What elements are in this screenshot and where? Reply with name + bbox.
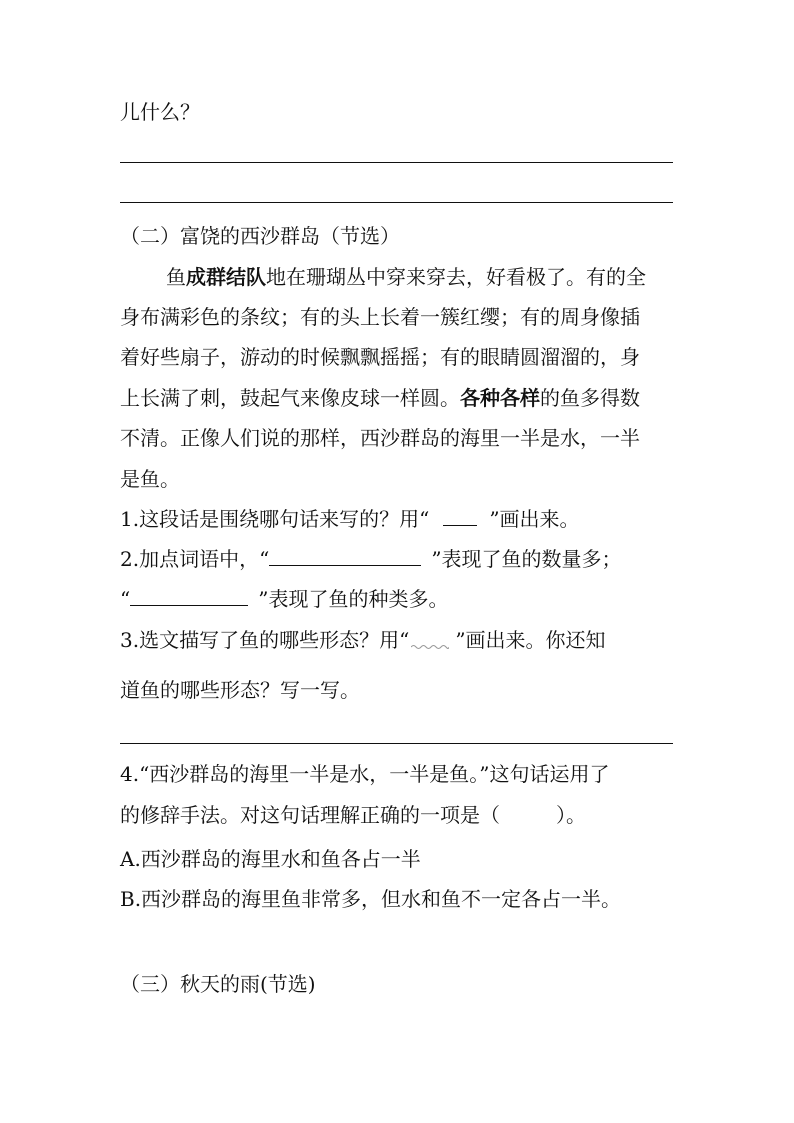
wavy-line-sample: [409, 627, 451, 647]
question-2-cont: “ ”表现了鱼的种类多。: [120, 587, 449, 611]
question-2: 2.加点词语中，“ ”表现了鱼的数量多；: [120, 547, 622, 571]
emphasized-phrase: 成群结队: [186, 265, 266, 289]
passage-line: 上长满了刺，鼓起气来像皮球一样圆。各种各样的鱼多得数: [120, 386, 640, 410]
question-4-cont: 的修辞手法。对这句话理解正确的一项是（ ）。: [120, 803, 586, 827]
option-a: A.西沙群岛的海里水和鱼各占一半: [120, 847, 421, 871]
answer-line[interactable]: [120, 162, 673, 163]
question-3: 3.选文描写了鱼的哪些形态？用“ ”画出来。你还知: [120, 628, 606, 652]
section-title: （二）富饶的西沙群岛（节选）: [120, 224, 400, 248]
emphasized-phrase: 各种各样: [460, 386, 540, 410]
question-3-cont: 道鱼的哪些形态？写一写。: [120, 678, 360, 702]
answer-line[interactable]: [120, 202, 673, 203]
section-title: （三）秋天的雨(节选): [120, 972, 316, 996]
fill-blank[interactable]: [269, 545, 421, 566]
question-1: 1.这段话是围绕哪句话来写的？用“ ”画出来。: [120, 507, 580, 531]
question-4: 4.“西沙群岛的海里一半是水，一半是鱼。”这句话运用了: [120, 762, 610, 786]
passage-line: 着好些扇子，游动的时候飘飘摇摇；有的眼睛圆溜溜的，身: [120, 345, 640, 369]
underline-sample: [443, 505, 477, 526]
passage-line: 鱼成群结队地在珊瑚丛中穿来穿去，好看极了。有的全: [166, 265, 646, 289]
answer-line[interactable]: [120, 743, 673, 744]
passage-line: 不清。正像人们说的那样，西沙群岛的海里一半是水，一半: [120, 426, 640, 450]
passage-line: 是鱼。: [120, 467, 180, 491]
passage-line: 身布满彩色的条纹；有的头上长着一簇红缨；有的周身像插: [120, 305, 640, 329]
fill-blank[interactable]: [130, 585, 248, 606]
option-b: B.西沙群岛的海里鱼非常多，但水和鱼不一定各占一半。: [120, 887, 622, 911]
question-tail: 儿什么？: [120, 100, 200, 124]
